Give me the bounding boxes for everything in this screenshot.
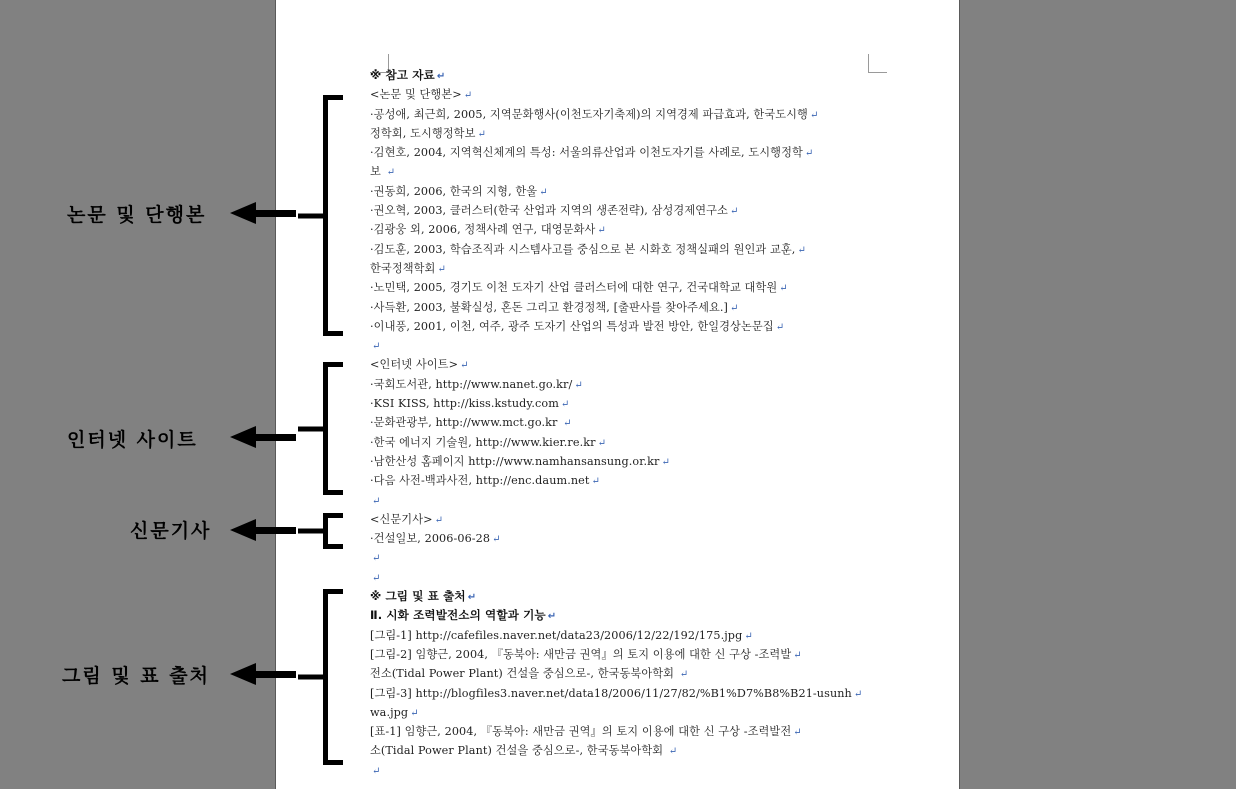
document-line[interactable]: [370, 298, 870, 317]
annotation-label: 인터넷 사이트: [67, 429, 198, 451]
document-line[interactable]: [370, 587, 870, 606]
paragraph-mark-icon: [477, 129, 485, 140]
line-text: 전소(Tidal Power Plant) 건설을 중심으로-, 한국동북아학회: [370, 667, 678, 681]
annotation-label: 신문기사: [130, 520, 212, 542]
paragraph-mark-icon: [387, 167, 395, 178]
paragraph-mark-icon: [730, 303, 738, 314]
document-line[interactable]: [370, 452, 870, 471]
document-line[interactable]: [370, 741, 870, 760]
section-bracket: [323, 589, 343, 765]
paragraph-mark-icon: [372, 553, 380, 564]
line-text: <신문기사>: [370, 512, 433, 526]
arrow-left-icon: [254, 671, 296, 678]
line-text: <인터넷 사이트>: [370, 358, 459, 372]
document-line[interactable]: [370, 220, 870, 239]
paragraph-mark-icon: [372, 766, 380, 777]
section-bracket: [323, 513, 343, 549]
arrow-left-icon: [254, 527, 296, 534]
paragraph-mark-icon: [680, 669, 688, 680]
document-line[interactable]: [370, 240, 870, 259]
paragraph-mark-icon: [730, 206, 738, 217]
line-text: ·남한산성 홈페이지 http://www.namhansansung.or.kr: [370, 454, 660, 468]
line-text: ※ 그림 및 표 출처: [370, 589, 466, 604]
annotation-label: 그림 및 표 출처: [62, 665, 210, 687]
line-text: 보: [370, 165, 385, 179]
paragraph-mark-icon: [592, 476, 600, 487]
document-line[interactable]: [370, 761, 870, 780]
document-line[interactable]: [370, 413, 870, 432]
document-line[interactable]: [370, 471, 870, 490]
document-line[interactable]: [370, 510, 870, 529]
line-text: ·권오혁, 2003, 클러스터(한국 산업과 지역의 생존전략), 삼성경제연구소: [370, 204, 728, 218]
document-line[interactable]: [370, 336, 870, 355]
paragraph-mark-icon: [460, 360, 468, 371]
arrow-left-icon: [254, 434, 296, 441]
paragraph-mark-icon: [661, 457, 669, 468]
paragraph-mark-icon: [492, 534, 500, 545]
document-line[interactable]: [370, 162, 870, 181]
document-line[interactable]: [370, 66, 870, 85]
line-text: ·한국 에너지 기술원, http://www.kier.re.kr: [370, 435, 596, 449]
line-text: 정학회, 도시행정학보: [370, 126, 476, 140]
document-line[interactable]: [370, 375, 870, 394]
paragraph-mark-icon: [805, 148, 813, 159]
document-line[interactable]: [370, 105, 870, 124]
document-line[interactable]: [370, 182, 870, 201]
paragraph-mark-icon: [410, 708, 418, 719]
paragraph-mark-icon: [597, 225, 605, 236]
paragraph-mark-icon: [437, 264, 445, 275]
paragraph-mark-icon: [744, 631, 752, 642]
section-bracket: [323, 95, 343, 336]
document-line[interactable]: [370, 317, 870, 336]
document-line[interactable]: [370, 645, 870, 664]
section-bracket: [323, 362, 343, 495]
paragraph-mark-icon: [464, 90, 472, 101]
document-line[interactable]: [370, 259, 870, 278]
arrow-left-icon: [254, 210, 296, 217]
document-line[interactable]: [370, 201, 870, 220]
line-text: ·다음 사전-백과사전, http://enc.daum.net: [370, 474, 590, 488]
document-line[interactable]: [370, 278, 870, 297]
line-text: ·김현호, 2004, 지역혁신체계의 특성: 서울의류산업과 이천도자기를 사례로, 도시행정학: [370, 146, 803, 160]
paragraph-mark-icon: [563, 418, 571, 429]
document-line[interactable]: [370, 684, 870, 703]
line-text: [표-1] 임향근, 2004, 『동북아: 새만금 권역』의 토지 이용에 대한 신 구상 -조력발전: [370, 725, 792, 739]
line-text: ·김도훈, 2003, 학습조직과 시스템사고를 중심으로 본 시화호 정책실패의 원인과 교훈,: [370, 242, 796, 256]
line-text: ·이내풍, 2001, 이천, 여주, 광주 도자기 산업의 특성과 발전 방안, 한일경상논문집: [370, 319, 774, 333]
line-text: ·노민택, 2005, 경기도 이천 도자기 산업 클러스터에 대한 연구, 건국대학교 대학원: [370, 281, 778, 295]
paragraph-mark-icon: [437, 71, 445, 82]
document-line[interactable]: [370, 433, 870, 452]
paragraph-mark-icon: [548, 611, 556, 622]
document-line[interactable]: [370, 606, 870, 625]
line-text: ·국회도서관, http://www.nanet.go.kr/: [370, 377, 573, 391]
document-line[interactable]: [370, 143, 870, 162]
document-line[interactable]: [370, 529, 870, 548]
line-text: ·권동희, 2006, 한국의 지형, 한울: [370, 184, 538, 198]
paragraph-mark-icon: [435, 515, 443, 526]
document-line[interactable]: [370, 664, 870, 683]
document-line[interactable]: [370, 568, 870, 587]
document-line[interactable]: [370, 85, 870, 104]
paragraph-mark-icon: [779, 283, 787, 294]
line-text: ·김광웅 외, 2006, 정책사례 연구, 대영문화사: [370, 223, 596, 237]
line-text: wa.jpg: [370, 705, 409, 719]
margin-corner-mark: [868, 54, 887, 73]
paragraph-mark-icon: [468, 592, 476, 603]
paragraph-mark-icon: [793, 727, 801, 738]
paragraph-mark-icon: [598, 438, 606, 449]
paragraph-mark-icon: [810, 110, 818, 121]
line-text: [그림-3] http://blogfiles3.naver.net/data18/2006/11/27/82/%B1%D7%B8%B21-usunh: [370, 686, 852, 700]
line-text: ·KSI KISS, http://kiss.kstudy.com: [370, 397, 559, 411]
document-line[interactable]: [370, 548, 870, 567]
line-text: ·사득환, 2003, 불확실성, 혼돈 그리고 환경정책, [출판사를 찾아주세요.]: [370, 300, 729, 314]
document-line[interactable]: [370, 703, 870, 722]
document-line[interactable]: [370, 626, 870, 645]
line-text: ·건설일보, 2006-06-28: [370, 532, 491, 546]
document-line[interactable]: [370, 394, 870, 413]
line-text: 소(Tidal Power Plant) 건설을 중심으로-, 한국동북아학회: [370, 744, 667, 758]
paragraph-mark-icon: [574, 380, 582, 391]
line-text: [그림-1] http://cafefiles.naver.net/data23/2006/12/22/192/175.jpg: [370, 628, 743, 642]
document-line[interactable]: [370, 722, 870, 741]
paragraph-mark-icon: [539, 187, 547, 198]
paragraph-mark-icon: [797, 245, 805, 256]
line-text: 한국정책학회: [370, 261, 436, 275]
line-text: ·문화관광부, http://www.mct.go.kr: [370, 416, 562, 430]
paragraph-mark-icon: [669, 746, 677, 757]
paragraph-mark-icon: [854, 689, 862, 700]
line-text: [그림-2] 임향근, 2004, 『동북아: 새만금 권역』의 토지 이용에 대한 신 구상 -조력발: [370, 647, 792, 661]
line-text: <논문 및 단행본>: [370, 88, 462, 102]
paragraph-mark-icon: [776, 322, 784, 333]
document-line[interactable]: [370, 124, 870, 143]
paragraph-mark-icon: [372, 496, 380, 507]
line-text: Ⅱ. 시화 조력발전소의 역할과 기능: [370, 608, 546, 623]
annotation-label: 논문 및 단행본: [67, 204, 207, 226]
document-line[interactable]: [370, 355, 870, 374]
paragraph-mark-icon: [372, 341, 380, 352]
line-text: ※ 참고 자료: [370, 68, 435, 82]
paragraph-mark-icon: [793, 650, 801, 661]
document-body[interactable]: [370, 66, 870, 780]
document-line[interactable]: [370, 491, 870, 510]
paragraph-mark-icon: [561, 399, 569, 410]
paragraph-mark-icon: [372, 573, 380, 584]
line-text: ·공성애, 최근희, 2005, 지역문화행사(이천도자기축제)의 지역경제 파급효과, 한국도시행: [370, 107, 808, 121]
